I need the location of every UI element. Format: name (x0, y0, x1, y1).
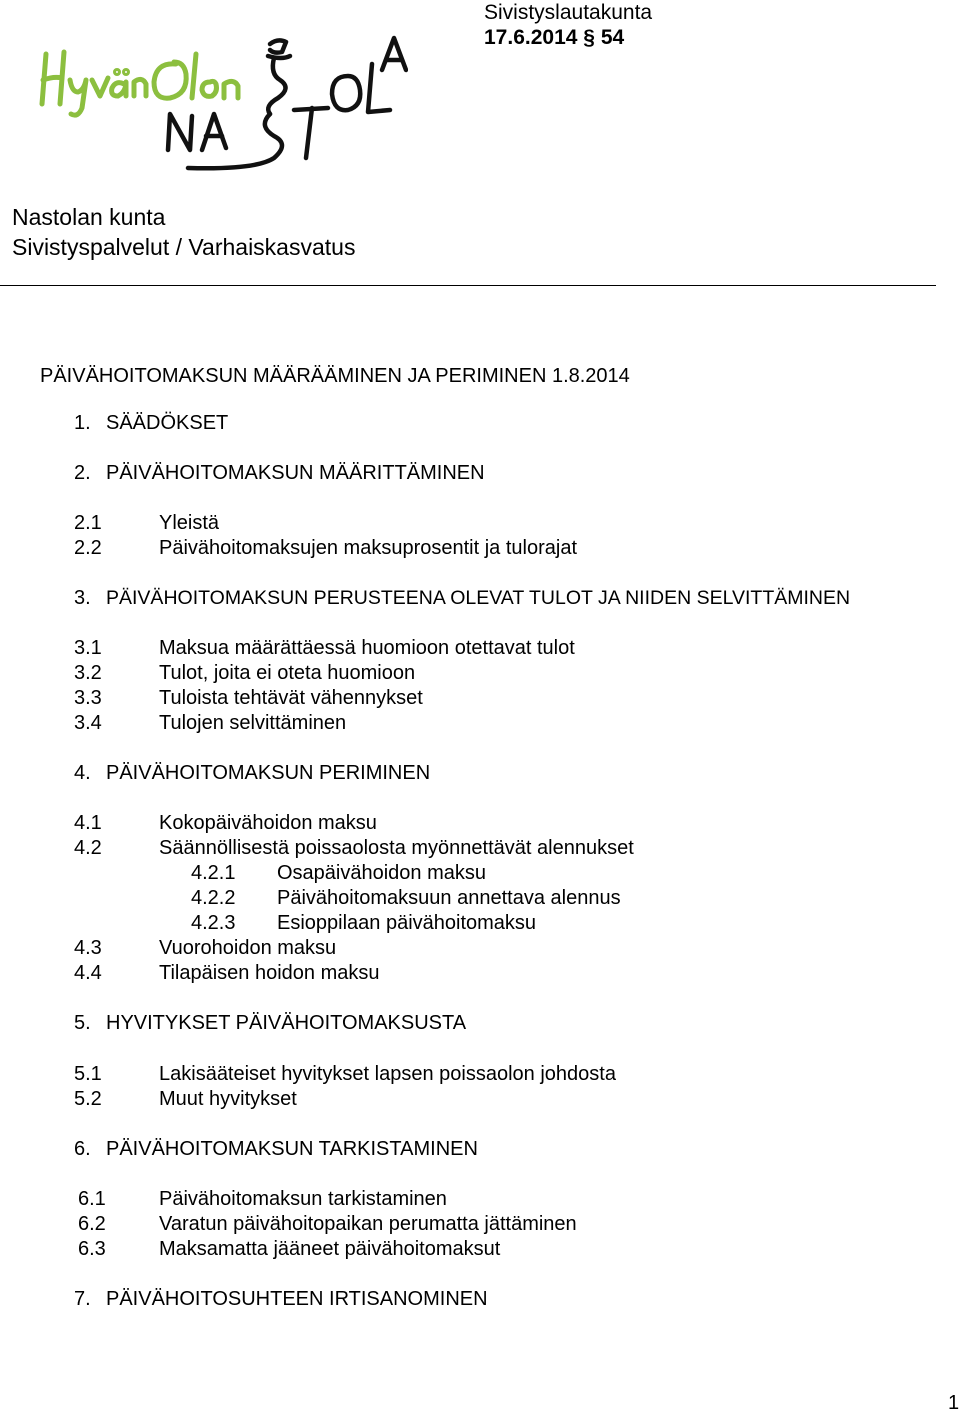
toc-item: 5. HYVITYKSET PÄIVÄHOITOMAKSUSTA (74, 1012, 467, 1034)
toc-item: 3.2 Tulot, joita ei oteta huomioon (74, 662, 416, 684)
toc-item: 6.2 Varatun päivähoitopaikan perumatta jättäminen (78, 1213, 577, 1235)
toc-item: 3.4 Tulojen selvittäminen (74, 712, 347, 734)
toc-item: 6. PÄIVÄHOITOMAKSUN TARKISTAMINEN (74, 1138, 478, 1160)
toc-item: 5.1 Lakisääteiset hyvitykset lapsen poissaolon johdosta (74, 1063, 616, 1085)
toc-item: 3.1 Maksua määrättäessä huomioon otettavat tulot (74, 637, 575, 659)
toc-item: 2.2 Päivähoitomaksujen maksuprosentit ja tulorajat (74, 537, 577, 559)
organization-unit: Sivistyspalvelut / Varhaiskasvatus (12, 234, 356, 260)
toc-item: 2. PÄIVÄHOITOMAKSUN MÄÄRITTÄMINEN (74, 462, 485, 484)
section-sign: § (583, 26, 595, 49)
hyvanolon-nastola-logo (38, 18, 408, 188)
toc-item: 3. PÄIVÄHOITOMAKSUN PERUSTEENA OLEVAT TULOT JA NIIDEN SELVITTÄMINEN (74, 587, 851, 609)
toc-item: 4.4 Tilapäisen hoidon maksu (74, 962, 380, 984)
organization-name: Nastolan kunta (12, 204, 166, 230)
toc-item: 4.1 Kokopäivähoidon maksu (74, 812, 377, 834)
toc-item: 7. PÄIVÄHOITOSUHTEEN IRTISANOMINEN (74, 1288, 488, 1310)
toc-item: 6.3 Maksamatta jääneet päivähoitomaksut (78, 1238, 501, 1260)
toc-item: 5.2 Muut hyvitykset (74, 1088, 297, 1110)
document-title: PÄIVÄHOITOMAKSUN MÄÄRÄÄMINEN JA PERIMINEN 1.8.2014 (40, 365, 630, 387)
toc-item: 4.2 Säännöllisestä poissaolosta myönnettävät alennukset (74, 837, 634, 859)
section-number: 54 (600, 26, 625, 49)
page-number: 1 (948, 1392, 960, 1414)
toc-item: 2.1 Yleistä (74, 512, 220, 534)
committee-name: Sivistyslautakunta (484, 1, 653, 24)
toc-item: 4.2.2 Päivähoitomaksuun annettava alennus (191, 887, 621, 909)
toc-item: 1. SÄÄDÖKSET (74, 412, 229, 434)
toc-item: 4. PÄIVÄHOITOMAKSUN PERIMINEN (74, 762, 431, 784)
toc-item: 4.3 Vuorohoidon maksu (74, 937, 337, 959)
toc-item: 6.1 Päivähoitomaksun tarkistaminen (78, 1188, 447, 1210)
toc-item: 4.2.3 Esioppilaan päivähoitomaksu (191, 912, 537, 934)
meeting-reference (484, 25, 624, 51)
toc-item: 4.2.1 Osapäivähoidon maksu (191, 862, 487, 884)
header-divider (0, 285, 936, 286)
meeting-date: 17.6.2014 (484, 26, 578, 49)
toc-item: 3.3 Tuloista tehtävät vähennykset (74, 687, 423, 709)
